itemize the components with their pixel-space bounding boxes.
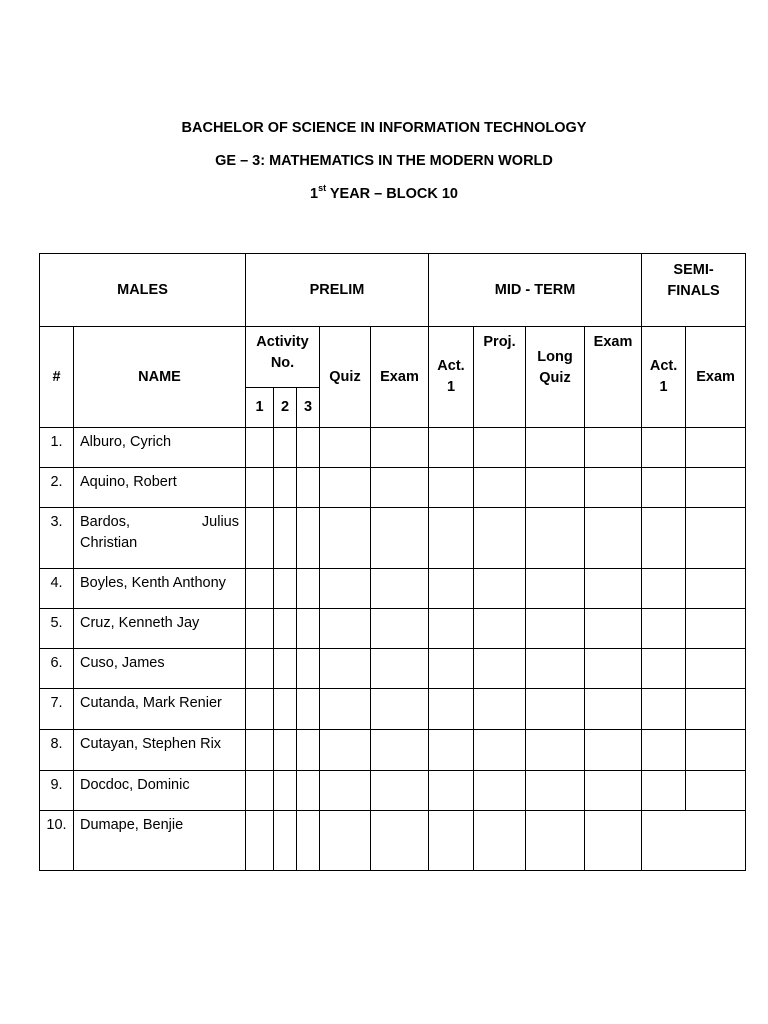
grade-cell[interactable] [274,771,297,811]
grade-cell[interactable] [274,811,297,871]
grade-cell[interactable] [686,468,746,508]
grade-cell[interactable] [686,730,746,771]
grade-cell[interactable] [474,771,526,811]
grade-cell[interactable] [371,811,429,871]
grade-cell[interactable] [474,649,526,689]
grade-cell[interactable] [246,771,274,811]
row-number: 4. [40,569,74,609]
grade-cell[interactable] [320,730,371,771]
grade-cell[interactable] [320,609,371,649]
grade-cell[interactable] [474,569,526,609]
year-block-text: YEAR – BLOCK 10 [326,186,458,202]
grade-cell[interactable] [474,811,526,871]
program-title: BACHELOR OF SCIENCE IN INFORMATION TECHNOLOGY [181,120,587,136]
long-quiz-column-header: Long Quiz [526,327,585,428]
grade-cell[interactable] [297,508,320,569]
grade-cell[interactable] [371,428,429,468]
males-header: MALES [40,254,246,327]
table-row [40,508,746,569]
grade-cell[interactable] [320,649,371,689]
grade-cell[interactable] [686,649,746,689]
row-number: 3. [40,508,74,569]
grade-cell[interactable] [320,811,371,871]
grade-cell[interactable] [585,811,642,871]
semifinals-exam-column-header: Exam [686,327,746,428]
grade-cell[interactable] [429,649,474,689]
project-column-header: Proj. [474,327,526,428]
grade-cell[interactable] [297,811,320,871]
grade-cell[interactable] [274,569,297,609]
grade-cell[interactable] [642,609,686,649]
grade-cell[interactable] [297,569,320,609]
column-header-row [40,327,746,388]
table-row [40,730,746,771]
grade-cell[interactable] [429,689,474,730]
grade-cell[interactable] [246,730,274,771]
grade-cell[interactable] [429,609,474,649]
grade-cell[interactable] [585,771,642,811]
grade-cell[interactable] [297,730,320,771]
grade-cell[interactable] [526,569,585,609]
grade-cell[interactable] [371,609,429,649]
grade-cell[interactable] [429,771,474,811]
row-number: 6. [40,649,74,689]
student-name: Aquino, Robert [74,468,246,508]
grade-cell[interactable] [297,428,320,468]
grade-cell[interactable] [371,730,429,771]
grade-cell[interactable] [371,468,429,508]
grade-cell[interactable] [429,730,474,771]
prelim-exam-column-header: Exam [371,327,429,428]
quiz-column-header: Quiz [320,327,371,428]
grade-cell[interactable] [246,811,274,871]
grade-cell[interactable] [274,468,297,508]
student-name: Cutanda, Mark Renier [74,689,246,730]
student-name [74,508,246,569]
semifinals-header: SEMI-FINALS [642,254,746,327]
prelim-header: PRELIM [246,254,429,327]
grade-cell[interactable] [371,771,429,811]
activity-3-header: 3 [297,388,320,428]
group-header-row [40,254,746,327]
year-ordinal-suffix: st [318,183,327,194]
midterm-act1-column-header: Act. 1 [429,327,474,428]
grade-cell[interactable] [585,468,642,508]
course-title: GE – 3: MATHEMATICS IN THE MODERN WORLD [215,153,553,169]
table-row [40,468,746,508]
grade-cell[interactable] [371,569,429,609]
midterm-header: MID - TERM [429,254,642,327]
grade-cell[interactable] [474,730,526,771]
grade-cell[interactable] [246,569,274,609]
grade-cell[interactable] [246,428,274,468]
grade-cell[interactable] [686,508,746,569]
grade-cell[interactable] [246,468,274,508]
student-middle-name: Christian [80,535,138,551]
grade-cell[interactable] [246,508,274,569]
grade-cell[interactable] [429,811,474,871]
grade-cell[interactable] [526,689,585,730]
row-number: 8. [40,730,74,771]
grade-cell[interactable] [642,730,686,771]
grade-cell[interactable] [585,689,642,730]
grade-cell[interactable] [585,730,642,771]
grade-cell[interactable] [320,771,371,811]
grade-cell[interactable] [474,689,526,730]
student-name: Boyles, Kenth Anthony [74,569,246,609]
student-name: Cruz, Kenneth Jay [74,609,246,649]
year-block-title [0,185,768,203]
grade-cell[interactable] [371,649,429,689]
grade-cell[interactable] [642,649,686,689]
grade-cell[interactable] [526,609,585,649]
table-row [40,649,746,689]
grade-cell[interactable] [429,508,474,569]
grade-cell[interactable] [320,569,371,609]
grade-cell[interactable] [585,569,642,609]
semifinals-act1-column-header: Act. 1 [642,327,686,428]
grade-cell[interactable] [429,428,474,468]
student-name: Dumape, Benjie [74,811,246,871]
grade-cell[interactable] [526,649,585,689]
grade-cell[interactable] [642,811,746,871]
row-number: 10. [40,811,74,871]
midterm-exam-column-header: Exam [585,327,642,428]
name-column-header: NAME [74,327,246,428]
grade-cell[interactable] [642,569,686,609]
grade-cell[interactable] [686,689,746,730]
table-row [40,609,746,649]
grade-cell[interactable] [642,468,686,508]
activity-column-header: Activity No. [246,327,320,388]
grade-cell[interactable] [320,508,371,569]
grade-cell[interactable] [274,689,297,730]
grade-cell[interactable] [686,569,746,609]
grade-cell[interactable] [320,468,371,508]
grade-cell[interactable] [246,689,274,730]
grade-cell[interactable] [686,771,746,811]
grade-cell[interactable] [274,649,297,689]
grade-cell[interactable] [274,730,297,771]
student-surname: Bardos, [80,514,130,530]
grade-cell[interactable] [297,689,320,730]
grade-cell[interactable] [526,428,585,468]
student-name: Alburo, Cyrich [74,428,246,468]
grade-cell[interactable] [642,689,686,730]
row-number: 1. [40,428,74,468]
table-row [40,811,746,871]
student-name: Docdoc, Dominic [74,771,246,811]
grade-cell[interactable] [429,569,474,609]
table-row [40,569,746,609]
student-name: Cutayan, Stephen Rix [74,730,246,771]
grade-cell[interactable] [585,508,642,569]
grade-cell[interactable] [297,609,320,649]
grade-cell[interactable] [474,468,526,508]
grade-cell[interactable] [642,428,686,468]
table-row [40,428,746,468]
number-column-header: # [40,327,74,428]
grade-sheet-table [39,253,746,871]
activity-1-header: 1 [246,388,274,428]
table-row [40,689,746,730]
grade-cell[interactable] [585,609,642,649]
activity-2-header: 2 [274,388,297,428]
grade-cell[interactable] [474,508,526,569]
grade-cell[interactable] [320,428,371,468]
grade-cell[interactable] [526,771,585,811]
row-number: 7. [40,689,74,730]
grade-cell[interactable] [246,609,274,649]
grade-cell[interactable] [686,428,746,468]
grade-cell[interactable] [585,649,642,689]
grade-cell[interactable] [526,730,585,771]
grade-cell[interactable] [297,468,320,508]
grade-cell[interactable] [274,508,297,569]
grade-cell[interactable] [526,468,585,508]
year-number: 1 [310,186,319,202]
grade-cell[interactable] [246,649,274,689]
grade-cell[interactable] [474,609,526,649]
row-number: 9. [40,771,74,811]
grade-cell[interactable] [526,508,585,569]
student-name: Cuso, James [74,649,246,689]
row-number: 5. [40,609,74,649]
grade-cell[interactable] [642,508,686,569]
row-number: 2. [40,468,74,508]
grade-cell[interactable] [686,609,746,649]
grade-cell[interactable] [320,689,371,730]
grade-cell[interactable] [371,689,429,730]
grade-cell[interactable] [274,609,297,649]
grade-cell[interactable] [297,771,320,811]
grade-cell[interactable] [274,428,297,468]
grade-cell[interactable] [297,649,320,689]
grade-cell[interactable] [429,468,474,508]
grade-cell[interactable] [526,811,585,871]
table-row [40,771,746,811]
grade-cell[interactable] [585,428,642,468]
student-first-name: Julius [201,514,239,530]
grade-cell[interactable] [474,428,526,468]
grade-cell[interactable] [371,508,429,569]
grade-cell[interactable] [642,771,686,811]
